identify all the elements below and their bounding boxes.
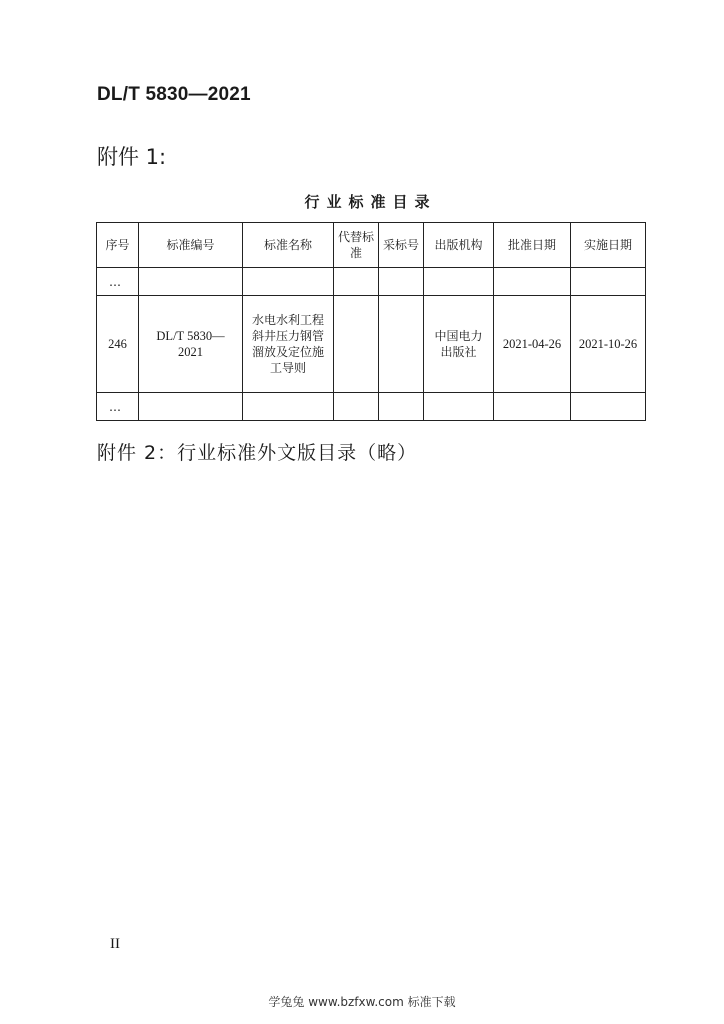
ellipsis-cell: … [97, 393, 139, 421]
table-row-ellipsis-bottom [97, 393, 646, 421]
header-standard-name: 标准名称 [243, 223, 334, 268]
attachment-1-label: 附件 1: [97, 145, 167, 169]
header-approval-date: 批准日期 [494, 223, 571, 268]
cell-adopted [379, 296, 424, 393]
cell-replaces [334, 296, 379, 393]
cell-standard-code: DL/T 5830—2021 [139, 296, 243, 393]
cell-serial: 246 [97, 296, 139, 393]
header-serial: 序号 [97, 223, 139, 268]
table-title: 行业标准目录 [304, 193, 437, 211]
ellipsis-cell: … [97, 268, 139, 296]
header-effective-date: 实施日期 [571, 223, 646, 268]
header-publisher: 出版机构 [424, 223, 494, 268]
header-replaces: 代替标准 [334, 223, 379, 268]
header-adopted-standard: 采标号 [379, 223, 424, 268]
cell-standard-name: 水电水利工程斜井压力钢管溜放及定位施工导则 [243, 296, 334, 393]
page-number: II [110, 936, 120, 952]
header-standard-code: 标准编号 [139, 223, 243, 268]
cell-approval-date: 2021-04-26 [494, 296, 571, 393]
table-row [97, 296, 646, 393]
attachment-2-label: 附件 2：行业标准外文版目录（略） [97, 442, 418, 464]
standard-code-header: DL/T 5830—2021 [97, 84, 251, 105]
cell-effective-date: 2021-10-26 [571, 296, 646, 393]
cell-publisher: 中国电力出版社 [424, 296, 494, 393]
footer-watermark-text: 学兔兔 www.bzfxw.com 标准下载 [268, 995, 456, 1009]
standards-catalog-table [96, 222, 646, 421]
table-row-ellipsis-top [97, 268, 646, 296]
table-header-row [97, 223, 646, 268]
